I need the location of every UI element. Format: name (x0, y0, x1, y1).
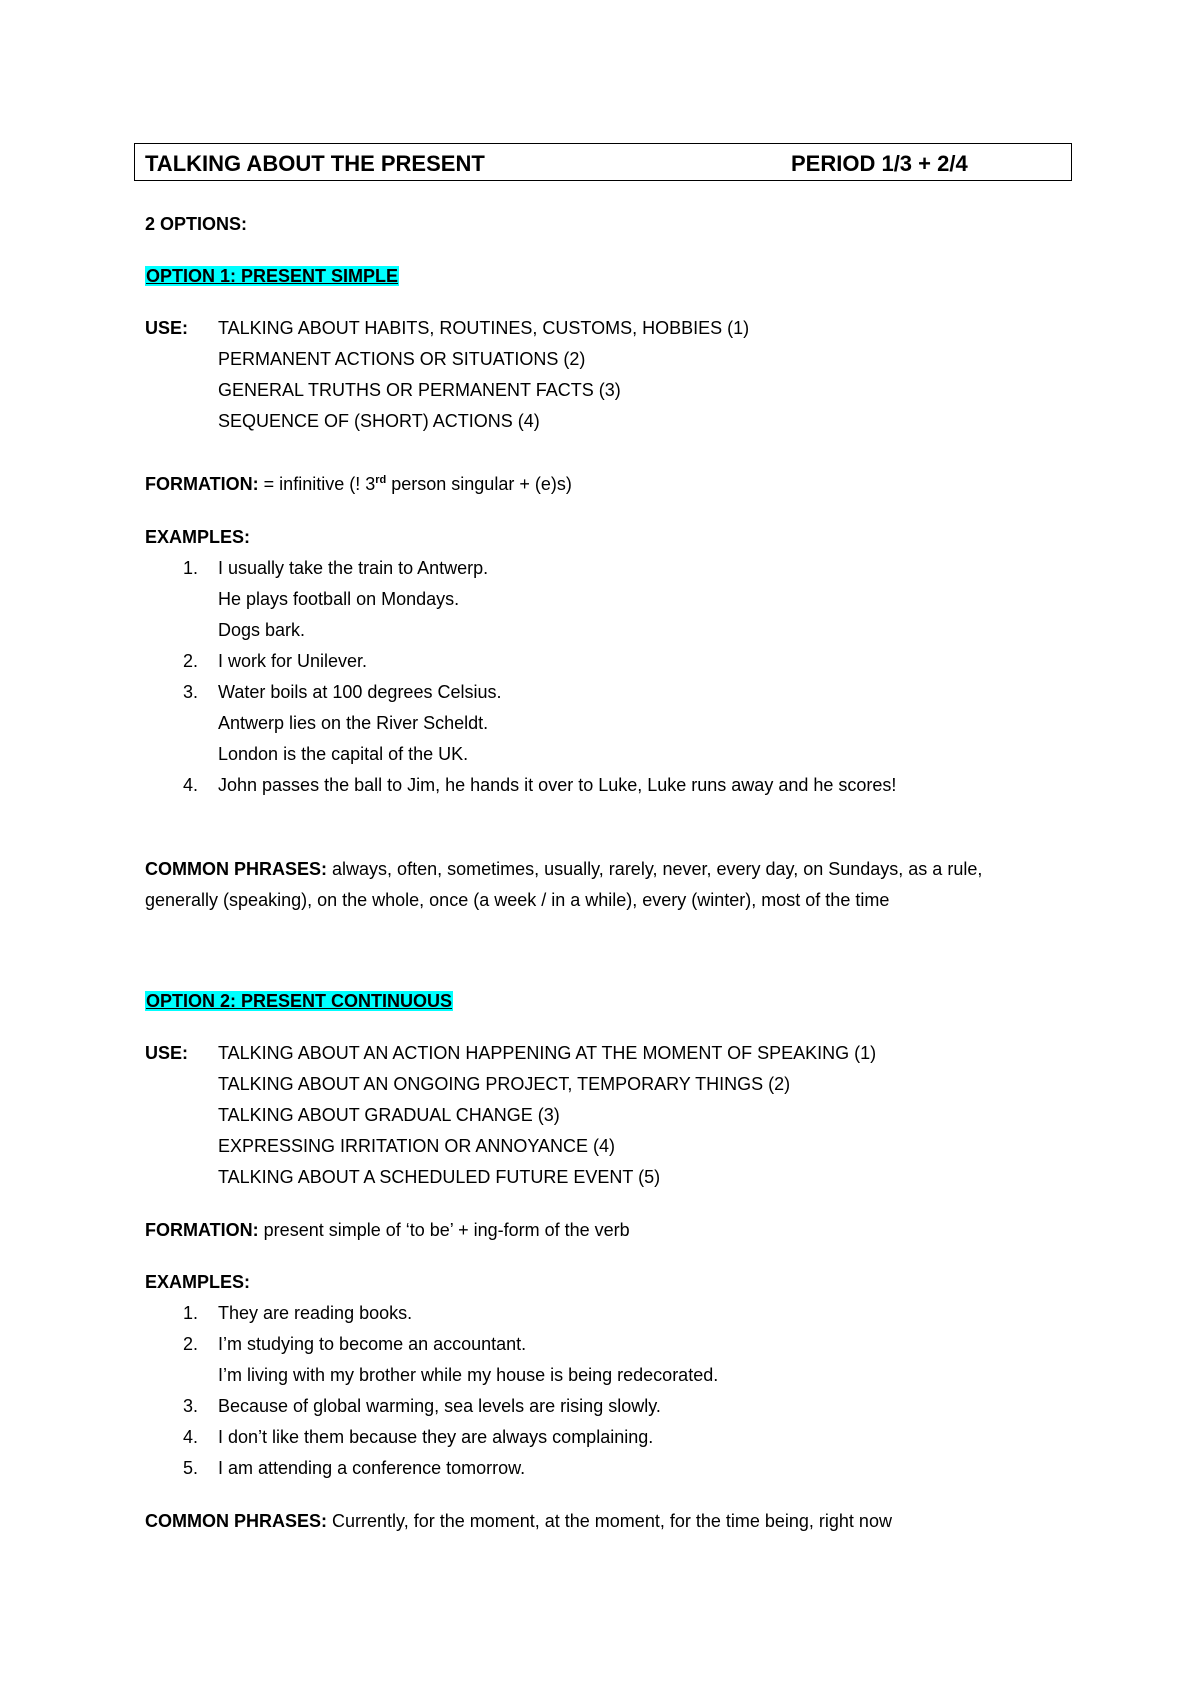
option1-formation-text-b: person singular + (e)s) (391, 474, 572, 494)
option2-example-text: I don’t like them because they are always complaining. (218, 1427, 654, 1447)
option1-example-number: 4. (183, 775, 199, 795)
option2-example-text: I’m living with my brother while my house is being redecorated. (218, 1365, 719, 1385)
option2-example-number: 5. (183, 1458, 199, 1478)
option1-formation (145, 474, 572, 495)
option1-example-number: 1. (183, 558, 199, 578)
option2-example-text: Because of global warming, sea levels are rising slowly. (218, 1396, 661, 1416)
option1-heading (145, 266, 399, 287)
option2-use-item: TALKING ABOUT A SCHEDULED FUTURE EVENT (5) (218, 1167, 661, 1187)
option1-phrases-label: COMMON PHRASES: (145, 859, 328, 879)
option2-example-number: 1. (183, 1303, 199, 1323)
option2-phrases (145, 1511, 892, 1532)
option2-formation-text: present simple of ‘to be’ + ing-form of the verb (263, 1220, 630, 1240)
option1-use-item: TALKING ABOUT HABITS, ROUTINES, CUSTOMS, HOBBIES (1) (218, 318, 750, 338)
option2-example-text: They are reading books. (218, 1303, 413, 1323)
option1-example-text: I usually take the train to Antwerp. (218, 558, 489, 578)
option1-phrases-continued: generally (speaking), on the whole, once (a week / in a while), every (winter), most of the time (145, 890, 890, 910)
option2-use-item: TALKING ABOUT AN ACTION HAPPENING AT THE MOMENT OF SPEAKING (1) (218, 1043, 877, 1063)
option2-use-item: EXPRESSING IRRITATION OR ANNOYANCE (4) (218, 1136, 616, 1156)
period-label: PERIOD 1/3 + 2/4 (791, 151, 968, 176)
option2-use-label: USE: (145, 1043, 189, 1063)
option2-example-text: I am attending a conference tomorrow. (218, 1458, 526, 1478)
option2-heading-text: OPTION 2: PRESENT CONTINUOUS (146, 991, 453, 1011)
option1-heading-text: OPTION 1: PRESENT SIMPLE (146, 266, 399, 286)
option1-example-text: London is the capital of the UK. (218, 744, 469, 764)
title-box (134, 143, 1072, 181)
page-title: TALKING ABOUT THE PRESENT (145, 151, 485, 176)
option2-examples-label: EXAMPLES: (145, 1272, 251, 1292)
option1-use-item: GENERAL TRUTHS OR PERMANENT FACTS (3) (218, 380, 621, 400)
option1-example-text: Dogs bark. (218, 620, 306, 640)
option1-use-item: PERMANENT ACTIONS OR SITUATIONS (2) (218, 349, 586, 369)
option1-example-text: I work for Unilever. (218, 651, 368, 671)
intro-text: 2 OPTIONS: (145, 214, 248, 234)
option1-example-text: Water boils at 100 degrees Celsius. (218, 682, 502, 702)
option1-example-text: John passes the ball to Jim, he hands it over to Luke, Luke runs away and he scores! (218, 775, 897, 795)
option2-example-number: 2. (183, 1334, 199, 1354)
option1-example-number: 2. (183, 651, 199, 671)
option1-example-text: He plays football on Mondays. (218, 589, 460, 609)
option1-use-item: SEQUENCE OF (SHORT) ACTIONS (4) (218, 411, 540, 431)
option2-formation-label: FORMATION: (145, 1220, 259, 1240)
option1-example-number: 3. (183, 682, 199, 702)
option2-phrases-label: COMMON PHRASES: (145, 1511, 328, 1531)
option1-phrases (145, 859, 982, 880)
option1-example-text: Antwerp lies on the River Scheldt. (218, 713, 489, 733)
option1-formation-label: FORMATION: (145, 474, 259, 494)
option1-formation-sup: rd (375, 474, 387, 486)
option1-phrases-text: always, often, sometimes, usually, rarely, never, every day, on Sundays, as a rule, (332, 859, 983, 879)
option2-example-number: 4. (183, 1427, 199, 1447)
option1-formation-text-a: = infinitive (! 3 (263, 474, 376, 494)
option2-example-number: 3. (183, 1396, 199, 1416)
option2-phrases-text: Currently, for the moment, at the moment, for the time being, right now (332, 1511, 892, 1531)
option2-use-item: TALKING ABOUT GRADUAL CHANGE (3) (218, 1105, 560, 1125)
option1-use-label: USE: (145, 318, 189, 338)
option2-use-item: TALKING ABOUT AN ONGOING PROJECT, TEMPORARY THINGS (2) (218, 1074, 791, 1094)
option2-formation (145, 1220, 630, 1241)
option2-heading (145, 991, 453, 1012)
option1-examples-label: EXAMPLES: (145, 527, 251, 547)
option2-example-text: I’m studying to become an accountant. (218, 1334, 527, 1354)
